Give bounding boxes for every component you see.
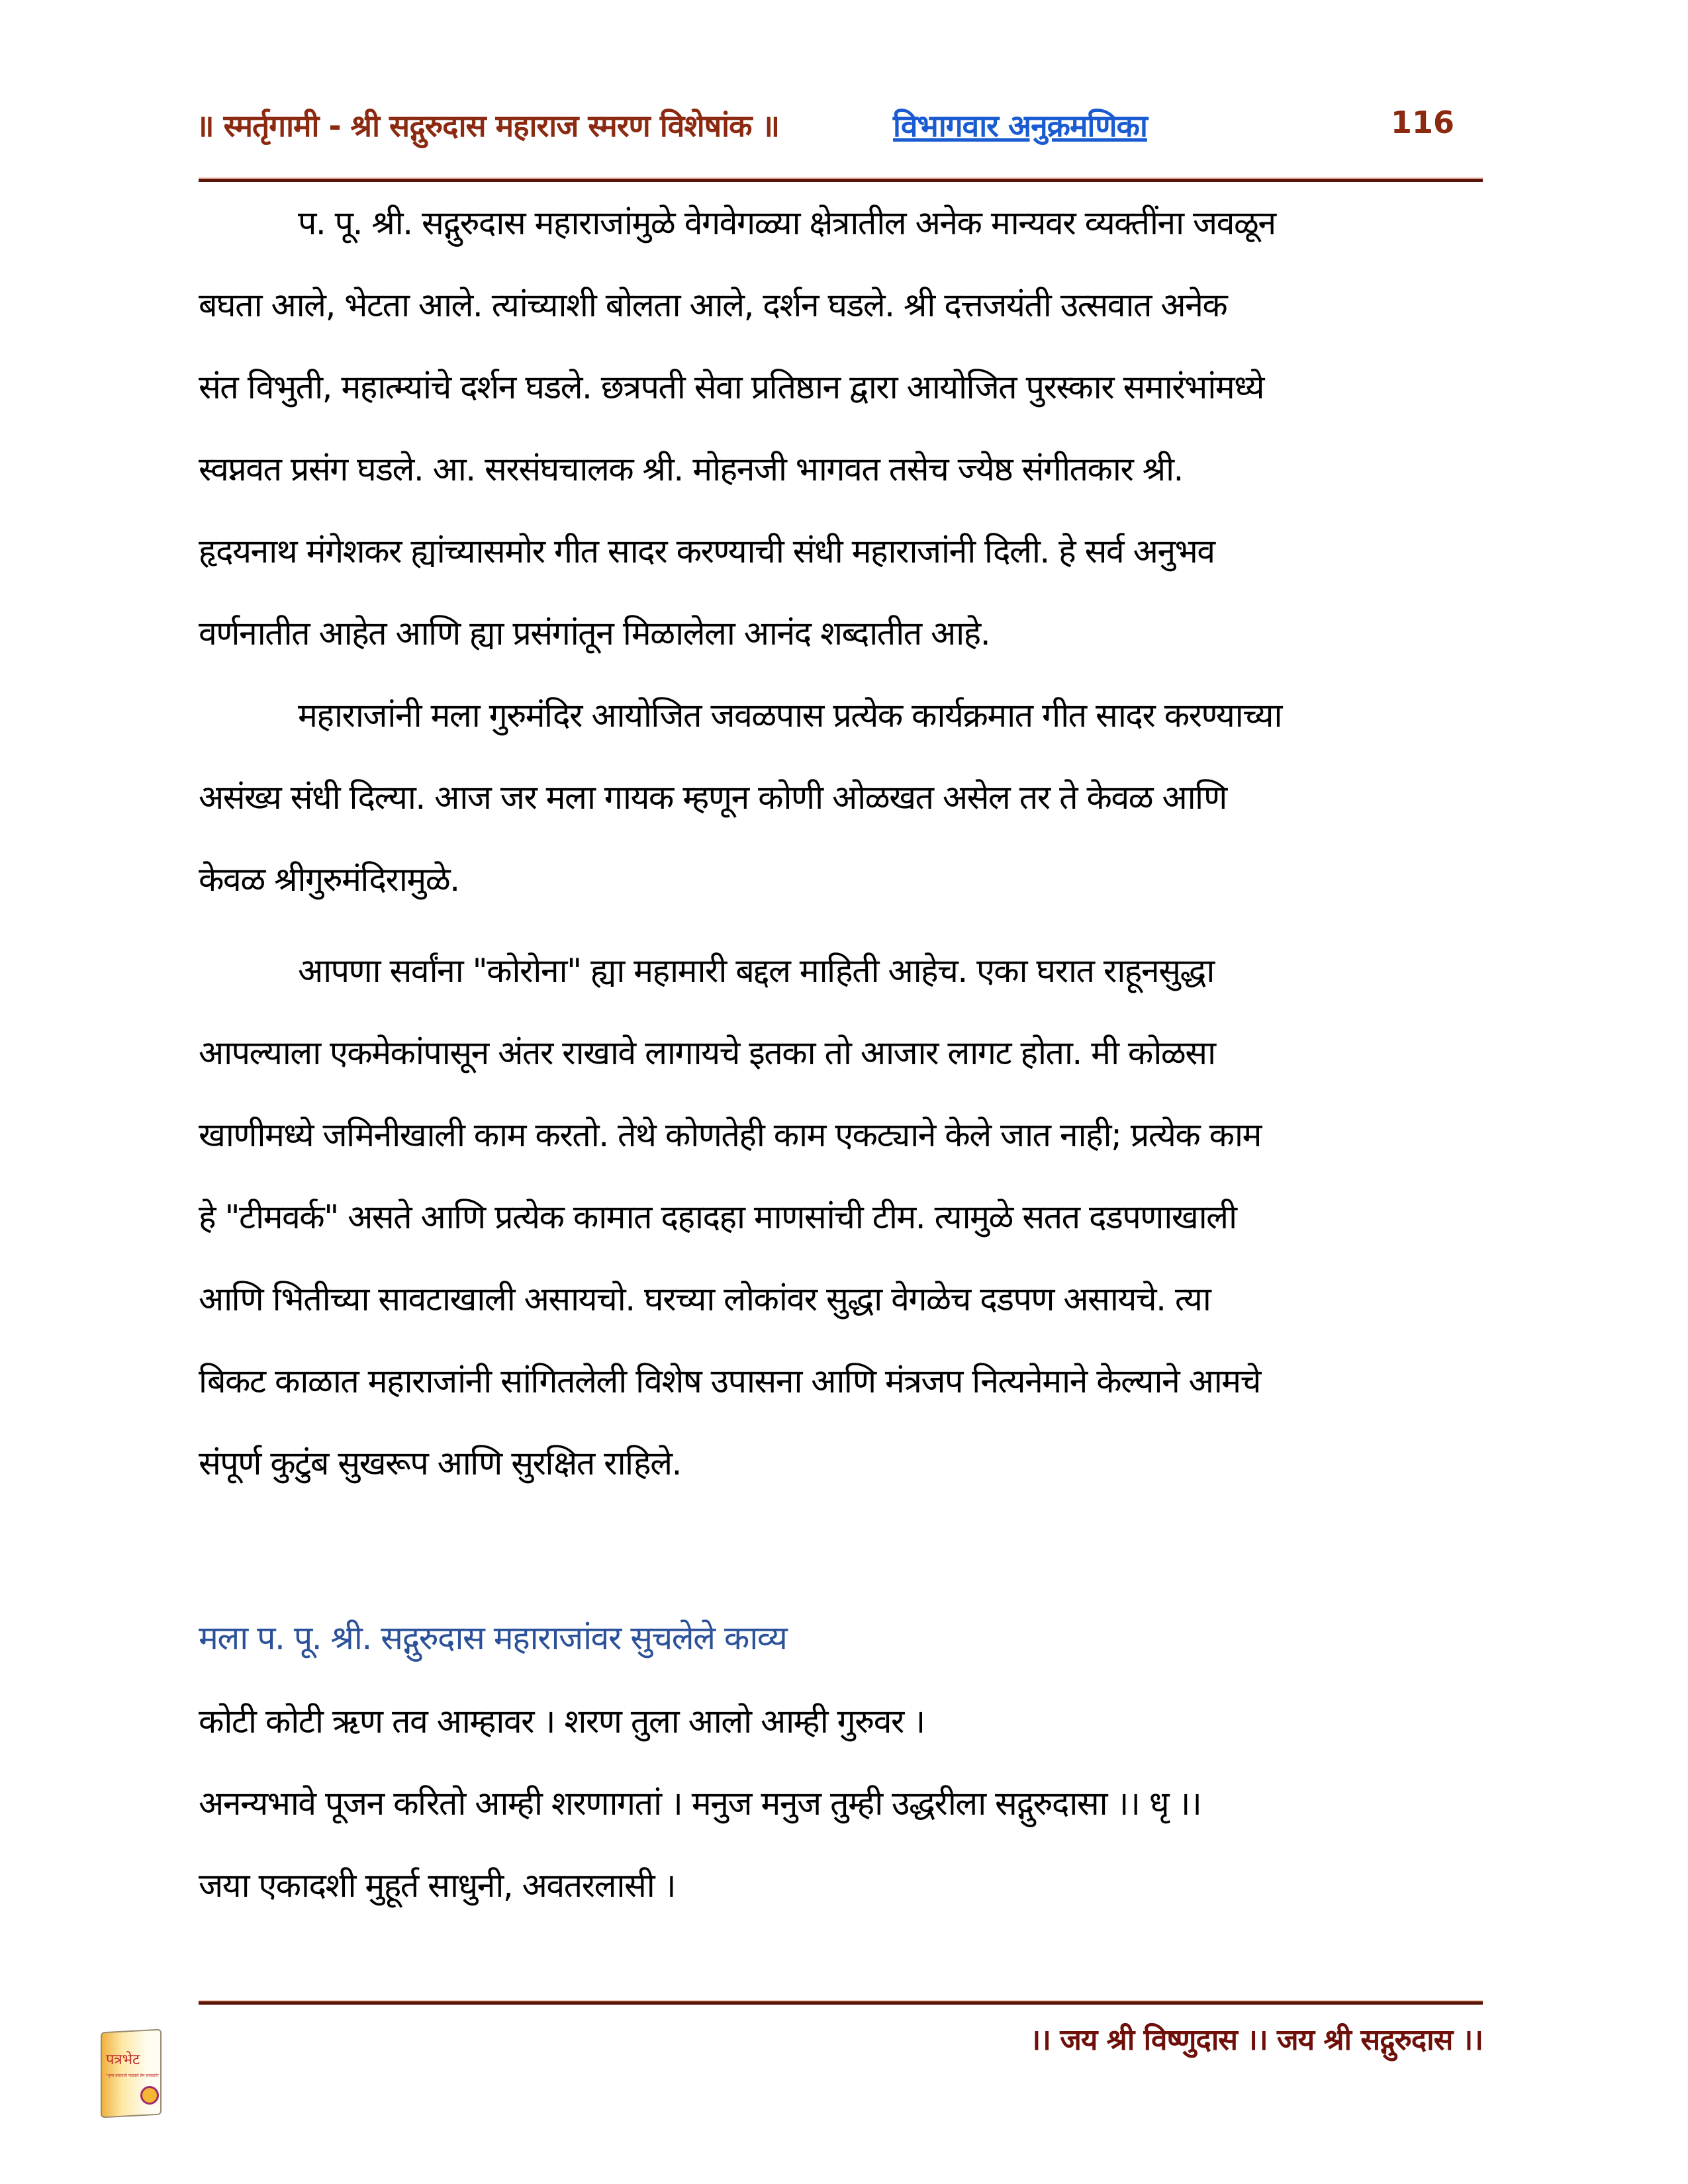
patrabhet-logo [93, 2025, 165, 2124]
paragraph-1-line-3: संत विभुती, महात्म्यांचे दर्शन घडले. छत्रपती सेवा प्रतिष्ठान द्वारा आयोजित पुरस्कार समारंभांमध्ये [199, 368, 1264, 406]
paragraph-3-line-4: हे "टीमवर्क" असते आणि प्रत्येक कामात दहादहा माणसांची टीम. त्यामुळे सतत दडपणाखाली [199, 1198, 1237, 1236]
paragraph-3-line-1: आपणा सर्वांना "कोरोना" ह्या महामारी बद्दल माहिती आहेच. एका घरात राहूनसुद्धा [298, 952, 1214, 990]
paragraph-1-line-2: बघता आले, भेटता आले. त्यांच्याशी बोलता आले, दर्शन घडले. श्री दत्तजयंती उत्सवात अनेक [199, 286, 1227, 324]
paragraph-2-line-1: महाराजांनी मला गुरुमंदिर आयोजित जवळपास प्रत्येक कार्यक्रमात गीत सादर करण्याच्या [298, 696, 1282, 735]
paragraph-3-line-5: आणि भितीच्या सावटाखाली असायचो. घरच्या लोकांवर सुद्धा वेगळेच दडपण असायचे. त्या [199, 1280, 1211, 1318]
ribbon-seal-icon [140, 2086, 159, 2105]
paragraph-1-line-6: वर्णनातीत आहेत आणि ह्या प्रसंगांतून मिळालेला आनंद शब्दातीत आहे. [199, 614, 990, 653]
page-number: 116 [1391, 105, 1455, 140]
paragraph-1-line-1: प. पू. श्री. सद्गुरुदास महाराजांमुळे वेगवेगळ्या क्षेत्रातील अनेक मान्यवर व्यक्तींना जवळून [298, 204, 1276, 242]
footer-divider [199, 2001, 1483, 2005]
paragraph-1-line-4: स्वप्नवत प्रसंग घडले. आ. सरसंघचालक श्री. मोहनजी भागवत तसेच ज्येष्ठ संगीतकार श्री. [199, 450, 1183, 488]
header-divider [199, 179, 1483, 182]
logo-title: पत्रभेट [106, 2052, 140, 2068]
logo-subtitle: "कृपा प्रसादाचे पाठवले प्रेम संवादाचे" [106, 2073, 160, 2078]
paragraph-3-line-3: खाणीमध्ये जमिनीखाली काम करतो. तेथे कोणतेही काम एकट्याने केले जात नाही; प्रत्येक काम [199, 1116, 1261, 1154]
magazine-title: ॥ स्मर्तृगामी - श्री सद्गुरुदास महाराज स्मरण विशेषांक ॥ [196, 108, 779, 144]
poem-line-2: अनन्यभावे पूजन करितो आम्ही शरणागतां । मनुज मनुज तुम्ही उद्धरीला सद्गुरुदासा ।। धृ ।। [199, 1784, 1201, 1823]
paragraph-2-line-2: असंख्य संधी दिल्या. आज जर मला गायक म्हणून कोणी ओळखत असेल तर ते केवळ आणि [199, 778, 1227, 817]
paragraph-3-line-6: बिकट काळात महाराजांनी सांगितलेली विशेष उपासना आणि मंत्रजप नित्यनेमाने केल्याने आमचे [199, 1362, 1260, 1400]
poem-line-1: कोटी कोटी ऋण तव आम्हावर । शरण तुला आलो आम्ही गुरुवर । [199, 1702, 925, 1741]
paragraph-2-line-3: केवळ श्रीगुरुमंदिरामुळे. [199, 860, 459, 899]
footer-invocation: ।। जय श्री विष्णुदास ।। जय श्री सद्गुरुदास ।। [1029, 2023, 1483, 2057]
poem-line-3: जया एकादशी मुहूर्त साधुनी, अवतरलासी । [199, 1866, 676, 1905]
section-index-link[interactable]: विभागवार अनुक्रमणिका [893, 108, 1147, 144]
paragraph-3-line-7: संपूर्ण कुटुंब सुखरूप आणि सुरक्षित राहिले. [199, 1444, 681, 1482]
page-header [196, 99, 1483, 146]
paragraph-1-line-5: हृदयनाथ मंगेशकर ह्यांच्यासमोर गीत सादर करण्याची संधी महाराजांनी दिली. हे सर्व अनुभव [199, 532, 1215, 570]
poem-heading: मला प. पू. श्री. सद्गुरुदास महाराजांवर सुचलेले काव्य [199, 1619, 787, 1657]
paragraph-3-line-2: आपल्याला एकमेकांपासून अंतर राखावे लागायचे इतका तो आजार लागट होता. मी कोळसा [199, 1034, 1215, 1072]
